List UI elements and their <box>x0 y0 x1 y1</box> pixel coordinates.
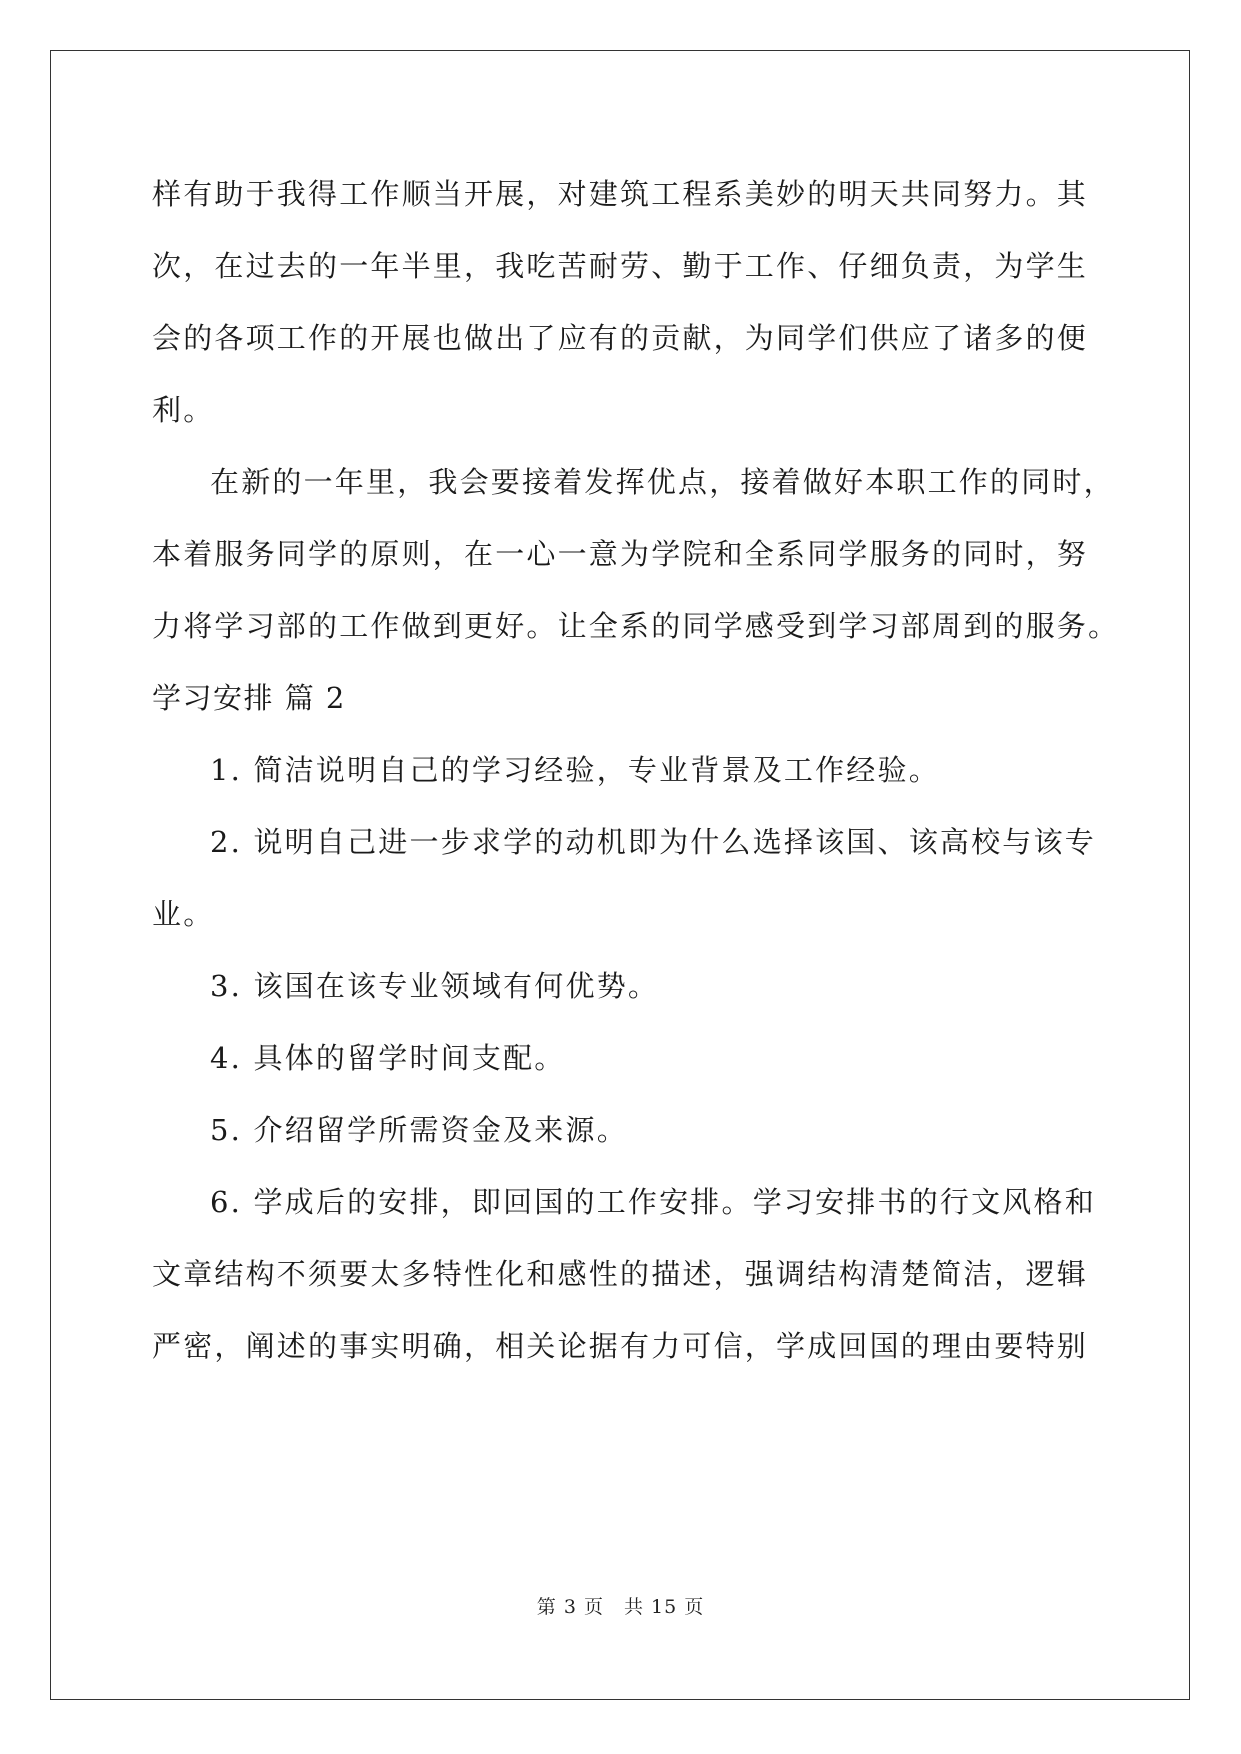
text-line: 5. 介绍留学所需资金及来源。 <box>210 1113 628 1147</box>
page-number-footer: 第 3 页 共 15 页 <box>536 1596 705 1618</box>
text-line: 利。 <box>152 393 215 427</box>
text-line: 次，在过去的一年半里，我吃苦耐劳、勤于工作、仔细负责，为学生 <box>152 249 1089 283</box>
text-line: 业。 <box>152 897 215 931</box>
text-line: 4. 具体的留学时间支配。 <box>210 1041 566 1075</box>
text-line: 3. 该国在该专业领域有何优势。 <box>210 969 660 1003</box>
text-line: 严密，阐述的事实明确，相关论据有力可信，学成回国的理由要特别 <box>152 1329 1089 1363</box>
text-line: 本着服务同学的原则，在一心一意为学院和全系同学服务的同时，努 <box>152 537 1089 571</box>
text-line: 2. 说明自己进一步求学的动机即为什么选择该国、该高校与该专 <box>210 825 1096 859</box>
text-line: 会的各项工作的开展也做出了应有的贡献，为同学们供应了诸多的便 <box>152 321 1089 355</box>
text-line: 样有助于我得工作顺当开展，对建筑工程系美妙的明天共同努力。其 <box>152 177 1089 211</box>
text-line: 力将学习部的工作做到更好。让全系的同学感受到学习部周到的服务。 <box>152 609 1120 643</box>
text-line: 6. 学成后的安排，即回国的工作安排。学习安排书的行文风格和 <box>210 1185 1096 1219</box>
document-body <box>152 158 1120 1382</box>
text-line: 文章结构不须要太多特性化和感性的描述，强调结构清楚简洁，逻辑 <box>152 1257 1089 1291</box>
text-line: 1. 简洁说明自己的学习经验，专业背景及工作经验。 <box>210 753 940 787</box>
section-heading: 学习安排 篇 2 <box>152 681 346 715</box>
text-line: 在新的一年里，我会要接着发挥优点，接着做好本职工作的同时， <box>210 465 1115 499</box>
